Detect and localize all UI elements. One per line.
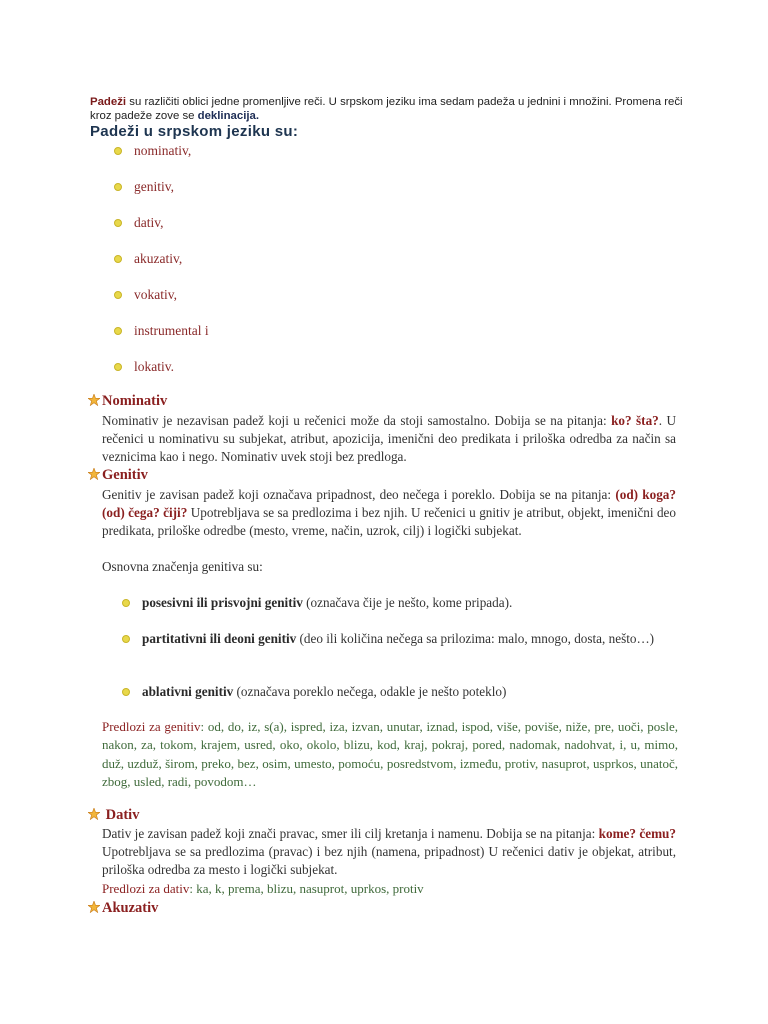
bullet-icon <box>122 599 130 607</box>
list-item: akuzativ, <box>114 251 182 267</box>
list-item: instrumental i <box>114 323 209 339</box>
dativ-prep-label: Predlozi za dativ <box>102 881 190 896</box>
bullet-icon <box>114 327 122 335</box>
section-title-dativ: Dativ <box>88 807 139 824</box>
bullet-icon <box>114 147 122 155</box>
dativ-paragraph: Dativ je zavisan padež koji znači pravac, smer ili cilj kretanja i namenu. Dobija se na pitanja: kome? čemu? Upotrebljava se sa predlozima (pravac) i bez njih (namena, pripadnost) U rečenici dativ je objekat, atribut, priloška odredba za mesto i logički subjekat. <box>102 826 676 877</box>
genitiv-questions: (od) koga? (od) čega? čiji? <box>102 487 676 520</box>
list-item: dativ, <box>114 215 164 231</box>
intro-keyword-deklinacija: deklinacija. <box>197 110 260 122</box>
star-icon <box>88 468 100 480</box>
star-icon <box>88 808 100 820</box>
bullet-icon <box>114 255 122 263</box>
section-title-nominativ: Nominativ <box>88 393 167 410</box>
bullet-icon <box>114 363 122 371</box>
nominativ-paragraph: Nominativ je nezavisan padež koji u rečenici može da stoji samostalno. Dobija se na pitanja: ko? šta?. U rečenici u nominativu su subjekat, atribut, apozicija, imenični deo predikata i priloška odredba za način sa veznicima kao i nego. Nominativ uvek stoji bez predloga. <box>102 413 677 464</box>
list-item: ablativni genitiv (označava poreklo nečega, odakle je nešto poteklo) <box>122 682 662 701</box>
dativ-questions: kome? čemu? <box>598 826 676 841</box>
bullet-icon <box>114 219 122 227</box>
genitiv-prepositions: Predlozi za genitiv: od, do, iz, s(a), ispred, iza, izvan, unutar, iznad, ispod, više, poviše, niže, pre, uoči, posle, nakon, za, tokom, krajem, usred, oko, okolo, blizu, kod, kraj, pokraj, pored, nadomak, nadohvat, i, u, mimo, duž, uzduž, širom, preko, bez, osim, umesto, pomoću, posredstvom, između, protiv, nasuprot, usprkos, unatoč, zbog, usled, radi, povodom… <box>102 719 678 789</box>
intro-text: su različiti oblici jedne promenljive reči. U srpskom jeziku ima sedam padeža u jednini i množini. Promena reči kroz padeže zove se <box>90 96 683 122</box>
genitiv-meanings-intro: Osnovna značenja genitiva su: <box>102 559 263 574</box>
bullet-icon <box>114 183 122 191</box>
star-icon <box>88 901 100 913</box>
list-item: partitativni ili deoni genitiv (deo ili količina nečega sa prilozima: malo, mnogo, dosta, nešto…) <box>122 629 678 648</box>
bullet-icon <box>122 635 130 643</box>
star-icon <box>88 394 100 406</box>
list-item: nominativ, <box>114 143 191 159</box>
dativ-prepositions: Predlozi za dativ: ka, k, prema, blizu, nasuprot, uprkos, protiv <box>102 881 424 896</box>
intro-keyword-padezi: Padeži <box>90 96 127 108</box>
bullet-icon <box>114 291 122 299</box>
section-title-genitiv: Genitiv <box>88 467 148 484</box>
list-item: posesivni ili prisvojni genitiv (označava čije je nešto, kome pripada). <box>122 593 662 612</box>
genitiv-prep-label: Predlozi za genitiv <box>102 719 201 734</box>
nominativ-questions: ko? šta? <box>611 413 659 428</box>
list-item: lokativ. <box>114 359 174 375</box>
cases-list-heading: Padeži u srpskom jeziku su: <box>90 123 299 140</box>
intro-paragraph <box>90 95 690 123</box>
list-item: genitiv, <box>114 179 174 195</box>
bullet-icon <box>122 688 130 696</box>
genitiv-paragraph: Genitiv je zavisan padež koji označava pripadnost, deo nečega i poreklo. Dobija se na pitanja: (od) koga? (od) čega? čiji? Upotrebljava se sa predlozima i bez njih. U rečenici u gnitiv je atribut, objekt, imenični deo predikata, priloške odredbe (mesto, vreme, način, uzrok, cilj) i logički subjekat. <box>102 487 676 538</box>
section-title-akuzativ: Akuzativ <box>88 900 158 917</box>
list-item: vokativ, <box>114 287 177 303</box>
